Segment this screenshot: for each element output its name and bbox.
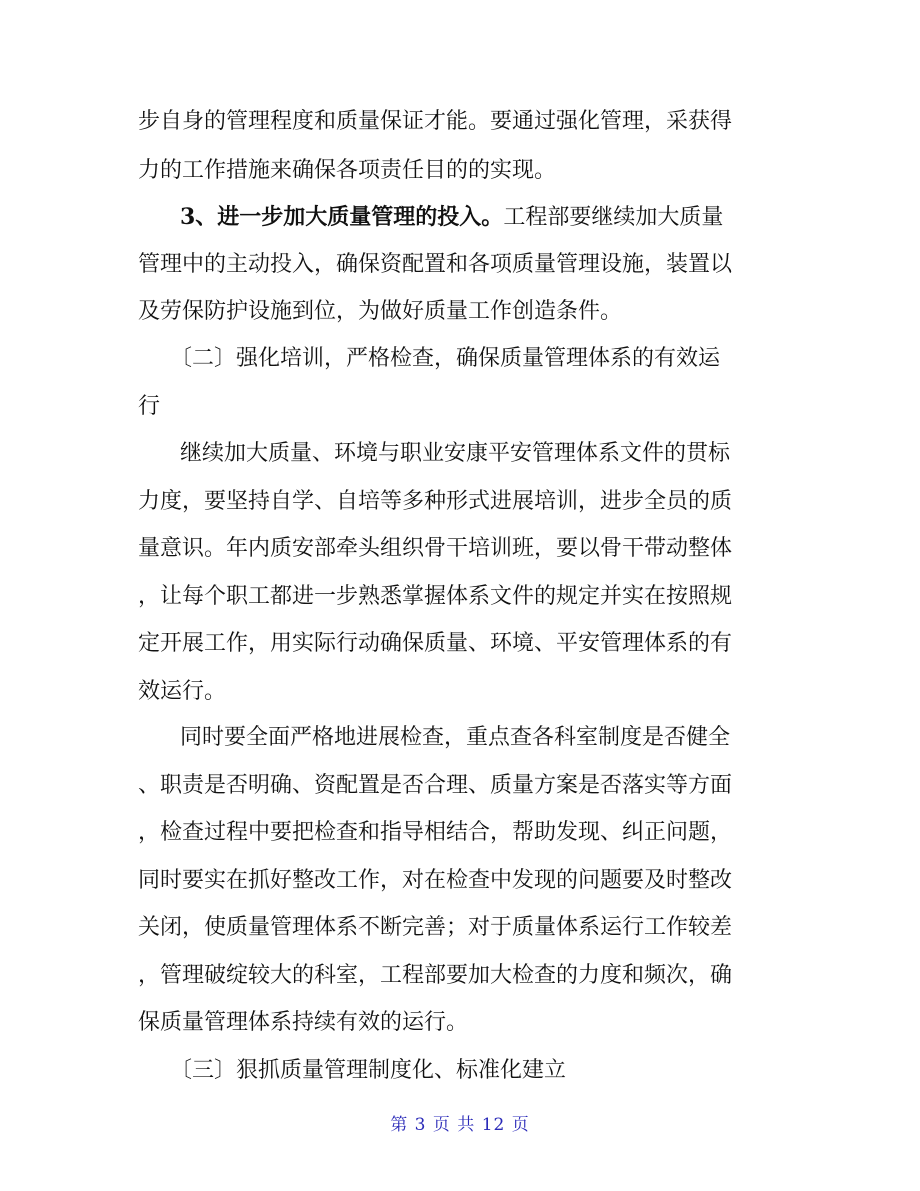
line-text: 工程部要继续加大质量 — [503, 205, 724, 230]
line-text: 及劳保防护设施到位，为做好质量工作创造条件。 — [138, 299, 623, 324]
line-text: ，让每个职工都进一步熟悉掌握体系文件的规定并实在按照规 — [138, 584, 733, 609]
line-text: 同时要实在抓好整改工作，对在检查中发现的问题要及时整改 — [138, 868, 733, 893]
paragraph-line — [138, 677, 798, 707]
line-text: 步自身的管理程度和质量保证才能。要通过强化管理，采获得 — [138, 109, 733, 134]
paragraph-line — [138, 534, 798, 564]
subsection-heading — [170, 344, 830, 374]
page-number-footer: 第 3 页 共 12 页 — [390, 1115, 530, 1135]
line-text: 力的工作措施来确保各项责任目的的实现。 — [138, 158, 557, 183]
section-heading-bold: 3、进一步加大质量管理的投入。 — [180, 204, 504, 230]
line-text: ，检查过程中要把检查和指导相结合，帮助发现、纠正问题， — [138, 820, 733, 845]
paragraph-line — [138, 818, 798, 848]
paragraph-line — [138, 629, 798, 659]
line-text: 力度，要坚持自学、自培等多种形式进展培训，进步全员的质 — [138, 489, 733, 514]
paragraph-line — [138, 961, 798, 991]
line-text: 行 — [138, 394, 161, 419]
line-text: 量意识。年内质安部牵头组织骨干培训班，要以骨干带动整体 — [138, 536, 733, 561]
paragraph-line — [180, 202, 840, 233]
paragraph-line — [138, 156, 798, 186]
paragraph-line — [180, 439, 840, 469]
line-text: 〔三〕狠抓质量管理制度化、标准化建立 — [170, 1058, 567, 1083]
line-text: 管理中的主动投入，确保资配置和各项质量管理设施，装置以 — [138, 252, 733, 277]
subsection-heading — [170, 1056, 830, 1086]
paragraph-line — [138, 297, 798, 327]
line-text: 定开展工作，用实际行动确保质量、环境、平安管理体系的有 — [138, 631, 733, 656]
paragraph-line — [138, 913, 798, 943]
line-text: 、职责是否明确、资配置是否合理、质量方案是否落实等方面 — [138, 773, 733, 798]
paragraph-line — [138, 107, 798, 137]
line-text: 同时要全面严格地进展检查，重点查各科室制度是否健全 — [180, 725, 731, 750]
paragraph-line — [138, 487, 798, 517]
paragraph-line — [138, 866, 798, 896]
paragraph-line — [138, 582, 798, 612]
line-text: 保质量管理体系持续有效的运行。 — [138, 1010, 469, 1035]
line-text: 继续加大质量、环境与职业安康平安管理体系文件的贯标 — [180, 441, 731, 466]
paragraph-line — [138, 392, 798, 422]
line-text: 效运行。 — [138, 679, 227, 704]
line-text: 关闭，使质量管理体系不断完善；对于质量体系运行工作较差 — [138, 915, 733, 940]
line-text: 〔二〕强化培训，严格检查，确保质量管理体系的有效运 — [170, 346, 721, 371]
paragraph-line — [180, 723, 840, 753]
paragraph-line — [138, 250, 798, 280]
line-text: ，管理破绽较大的科室，工程部要加大检查的力度和频次，确 — [138, 963, 733, 988]
paragraph-line — [138, 771, 798, 801]
paragraph-line — [138, 1008, 798, 1038]
